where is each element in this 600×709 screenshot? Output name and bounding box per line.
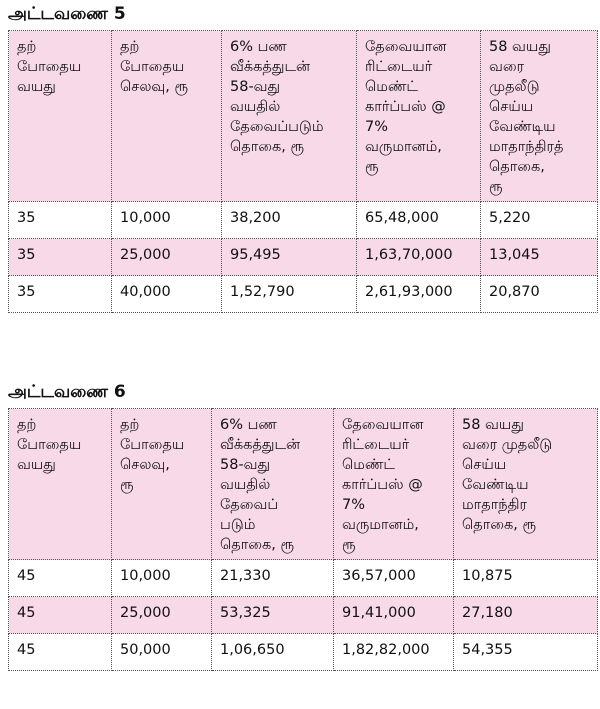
table-cell: 45	[9, 634, 112, 671]
table-cell: 10,000	[112, 202, 222, 239]
table-cell: 45	[9, 560, 112, 597]
table6-header-cell: 58 வயது வரை முதலீடு செய்ய வேண்டிய மாதாந்திர தொகை, ரூ	[454, 409, 598, 560]
table5-header-cell: தற் போதைய வயது	[9, 31, 112, 202]
table-cell: 5,220	[481, 202, 598, 239]
table-row	[9, 597, 598, 634]
table6-header-cell: 6% பண வீக்கத்துடன் 58-வது வயதில் தேவைப் படும் தொகை, ரூ	[212, 409, 334, 560]
table5-header-cell: தேவையான ரிட்டையர் மெண்ட் கார்ப்பஸ் @ 7% வருமானம், ரூ	[357, 31, 481, 202]
table-cell: 40,000	[112, 276, 222, 313]
table-cell: 21,330	[212, 560, 334, 597]
table-row	[9, 239, 598, 276]
table-cell: 25,000	[112, 597, 212, 634]
table-cell: 35	[9, 202, 112, 239]
table-cell: 13,045	[481, 239, 598, 276]
table5-header-cell: 58 வயது வரை முதலீடு செய்ய வேண்டிய மாதாந்திரத் தொகை, ரூ	[481, 31, 598, 202]
table-cell: 1,52,790	[222, 276, 357, 313]
table5-header-cell: தற் போதைய செலவு, ரூ	[112, 31, 222, 202]
table5-header-row	[9, 31, 598, 202]
table6-header-cell: தற் போதைய செலவு, ரூ	[112, 409, 212, 560]
table-row	[9, 202, 598, 239]
table-cell: 1,06,650	[212, 634, 334, 671]
table-cell: 10,875	[454, 560, 598, 597]
table-cell: 1,63,70,000	[357, 239, 481, 276]
table5	[8, 30, 598, 313]
table-cell: 36,57,000	[334, 560, 454, 597]
table-cell: 25,000	[112, 239, 222, 276]
table6-header-cell: தேவையான ரிட்டையர் மெண்ட் கார்ப்பஸ் @ 7% வருமானம், ரூ	[334, 409, 454, 560]
table-row	[9, 634, 598, 671]
table5-header-cell: 6% பண வீக்கத்துடன் 58-வது வயதில் தேவைப்படும் தொகை, ரூ	[222, 31, 357, 202]
table6-title: அட்டவணை 6	[8, 382, 126, 402]
table-cell: 53,325	[212, 597, 334, 634]
table-cell: 10,000	[112, 560, 212, 597]
table-row	[9, 276, 598, 313]
table-cell: 1,82,82,000	[334, 634, 454, 671]
table5-title: அட்டவணை 5	[8, 4, 126, 24]
table-row	[9, 560, 598, 597]
table-cell: 2,61,93,000	[357, 276, 481, 313]
table-cell: 38,200	[222, 202, 357, 239]
table-cell: 54,355	[454, 634, 598, 671]
table-cell: 95,495	[222, 239, 357, 276]
table-cell: 20,870	[481, 276, 598, 313]
table-cell: 91,41,000	[334, 597, 454, 634]
table6-header-cell: தற் போதைய வயது	[9, 409, 112, 560]
table-cell: 45	[9, 597, 112, 634]
table-cell: 27,180	[454, 597, 598, 634]
table6-header-row	[9, 409, 598, 560]
table6	[8, 408, 598, 671]
table-cell: 50,000	[112, 634, 212, 671]
table-cell: 35	[9, 276, 112, 313]
table-cell: 35	[9, 239, 112, 276]
table-cell: 65,48,000	[357, 202, 481, 239]
